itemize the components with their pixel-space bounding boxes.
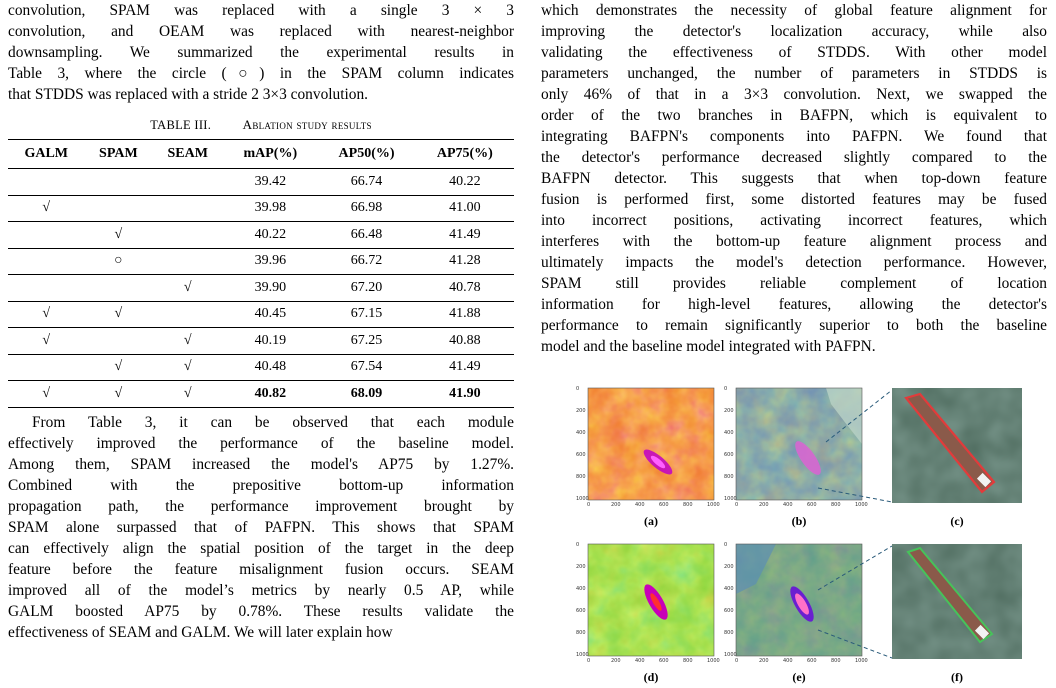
text-line: validating the effectiveness of STDDS. With other model: [541, 44, 1047, 61]
table-row: [8, 195, 514, 222]
y-tick-label: 600: [576, 452, 586, 458]
x-tick-label: 400: [783, 502, 793, 508]
x-tick-label: 1000: [855, 502, 868, 508]
right-paragraph: [541, 0, 1047, 357]
text-line: GALM boosted AP75 by 0.78%. These results validate the: [8, 602, 514, 620]
y-tick-label: 1000: [576, 652, 589, 658]
text-line: performance to remain significantly superior to both the baseline: [541, 317, 1047, 334]
panel-label: (f): [951, 670, 963, 684]
x-tick-label: 600: [659, 658, 669, 664]
figure-graphic: [586, 384, 1026, 688]
y-tick-label: 600: [576, 608, 586, 614]
panel-label: (c): [950, 514, 964, 528]
table-cell: 66.74: [317, 169, 415, 196]
panel-c: [892, 388, 1022, 503]
table-cell: √: [8, 381, 84, 408]
panel-a: [588, 388, 714, 500]
x-tick-label: 600: [807, 502, 817, 508]
table-cell: 66.48: [317, 222, 415, 249]
text-line: propagation path, the performance improvement brought by: [8, 497, 514, 515]
x-tick-label: 0: [735, 502, 739, 508]
table-cell: 66.98: [317, 195, 415, 222]
y-tick-label: 400: [576, 586, 586, 592]
table-cell: 39.90: [223, 275, 317, 302]
table-cell: 67.20: [317, 275, 415, 302]
text-line: only 46% of that in a 3×3 convolution. Next, we swapped the: [541, 86, 1047, 103]
y-tick-label: 0: [724, 386, 728, 392]
table-cell: 39.96: [223, 248, 317, 275]
text-line: ultimately impacts the model's detection performance. However,: [541, 254, 1047, 271]
text-line: parameters unchanged, the number of parameters in STDDS is: [541, 65, 1047, 82]
text-line: convolution, SPAM was replaced with a single 3 × 3: [8, 2, 514, 19]
table-header-row: [8, 140, 514, 169]
table-row: [8, 275, 514, 302]
table-cell: 39.98: [223, 195, 317, 222]
text-line: interferes with the bottom-up feature alignment process and: [541, 233, 1047, 250]
table-cell: 41.28: [416, 248, 514, 275]
y-tick-label: 200: [576, 564, 586, 570]
text-line: Among them, SPAM increased the model's AP75 by 1.27%.: [8, 455, 514, 473]
panel-f: [892, 544, 1022, 659]
table-cell: 67.54: [317, 354, 415, 381]
text-line: Table 3, where the circle (○) in the SPAM column indicates: [8, 65, 514, 82]
table-cell: √: [84, 222, 152, 249]
text-line: effectiveness of SEAM and GALM. We will later explain how: [8, 623, 393, 641]
table-cell: 41.00: [416, 195, 514, 222]
text-line: effectively improved the performance of the baseline model.: [8, 434, 514, 452]
text-line: information for high-level features, allowing the detector's: [541, 296, 1047, 313]
table-header-cell: SEAM: [152, 140, 223, 169]
table-cell: 40.45: [223, 301, 317, 328]
y-tick-label: 200: [576, 408, 586, 414]
table-row: [8, 381, 514, 408]
y-tick-label: 0: [576, 542, 580, 548]
x-tick-label: 600: [807, 658, 817, 664]
y-tick-label: 400: [576, 430, 586, 436]
left-column: [8, 0, 514, 643]
x-tick-label: 200: [759, 658, 769, 664]
table-cell: 40.19: [223, 328, 317, 355]
x-tick-label: 0: [587, 502, 591, 508]
right-column: [541, 0, 1047, 357]
table-header-cell: mAP(%): [223, 140, 317, 169]
table-header-cell: AP50(%): [317, 140, 415, 169]
table-cell: 40.78: [416, 275, 514, 302]
table-cell: [84, 328, 152, 355]
table-cell: √: [152, 328, 223, 355]
table-cell: [152, 222, 223, 249]
discussion-paragraph: [8, 412, 514, 643]
x-tick-label: 600: [659, 502, 669, 508]
text-line: into incorrect positions, activating incorrect features, which: [541, 212, 1047, 229]
table-cell: √: [152, 381, 223, 408]
table-cell: [84, 195, 152, 222]
table-cell: √: [84, 381, 152, 408]
table-title: Ablation study results: [242, 117, 372, 132]
table-cell: [8, 248, 84, 275]
table-cell: [152, 195, 223, 222]
table-header-cell: GALM: [8, 140, 84, 169]
y-tick-label: 0: [576, 386, 580, 392]
panel-d: [588, 544, 714, 656]
table-cell: 40.82: [223, 381, 317, 408]
y-tick-label: 800: [576, 474, 586, 480]
y-tick-label: 200: [724, 408, 734, 414]
text-line: fusion is performed first, some distorted features may be fused: [541, 191, 1047, 208]
table-cell: 41.90: [416, 381, 514, 408]
text-line: improved all of the model’s metrics by nearly 0.5 AP, while: [8, 581, 514, 599]
table-cell: √: [8, 195, 84, 222]
figure: [576, 384, 1026, 688]
table-cell: ○: [84, 248, 152, 275]
table-row: [8, 301, 514, 328]
table-cell: √: [84, 354, 152, 381]
text-line: model and the baseline model integrated with PAFPN.: [541, 338, 876, 355]
table-cell: [152, 169, 223, 196]
y-tick-label: 800: [576, 630, 586, 636]
text-line: order of the two branches in BAFPN, which is equivalent to: [541, 107, 1047, 124]
y-tick-label: 600: [724, 452, 734, 458]
y-tick-label: 400: [724, 586, 734, 592]
y-tick-label: 400: [724, 430, 734, 436]
y-tick-label: 800: [724, 630, 734, 636]
text-line: which demonstrates the necessity of global feature alignment for: [541, 2, 1047, 19]
text-line: that STDDS was replaced with a stride 2 3×3 convolution.: [8, 86, 369, 103]
panel-label: (b): [791, 514, 807, 528]
text-line: improving the detector's localization accuracy, while also: [541, 23, 1047, 40]
table-cell: 66.72: [317, 248, 415, 275]
table-cell: 41.49: [416, 354, 514, 381]
text-line: downsampling. We summarized the experimental results in: [8, 44, 514, 61]
x-tick-label: 1000: [707, 658, 720, 664]
text-line: feature before the feature misalignment fusion occurs. SEAM: [8, 560, 514, 578]
text-line: From Table 3, it can be observed that each module: [32, 413, 514, 431]
table-cell: 40.48: [223, 354, 317, 381]
y-tick-label: 600: [724, 608, 734, 614]
table-cell: 67.15: [317, 301, 415, 328]
table-cell: 41.49: [416, 222, 514, 249]
panel-e: [736, 544, 862, 656]
table-header-cell: AP75(%): [416, 140, 514, 169]
table-cell: √: [152, 275, 223, 302]
x-tick-label: 400: [635, 502, 645, 508]
x-tick-label: 200: [611, 658, 621, 664]
text-line: SPAM still provides reliable complement of location: [541, 275, 1047, 292]
table-cell: 39.42: [223, 169, 317, 196]
x-tick-label: 200: [759, 502, 769, 508]
y-tick-label: 0: [724, 542, 728, 548]
x-tick-label: 1000: [707, 502, 720, 508]
table-cell: 40.88: [416, 328, 514, 355]
x-tick-label: 0: [587, 658, 591, 664]
x-tick-label: 0: [735, 658, 739, 664]
text-line: integrating BAFPN's components into PAFPN. We found that: [541, 128, 1047, 145]
table-row: [8, 328, 514, 355]
panel-label: (d): [643, 670, 659, 684]
table-cell: 41.88: [416, 301, 514, 328]
text-line: the detector's performance decreased slightly compared to the: [541, 149, 1047, 166]
y-tick-label: 1000: [724, 652, 737, 658]
panel-label: (e): [792, 670, 806, 684]
table-row: [8, 222, 514, 249]
table-cell: √: [84, 301, 152, 328]
table-cell: 40.22: [223, 222, 317, 249]
x-tick-label: 800: [831, 658, 841, 664]
x-tick-label: 800: [683, 502, 693, 508]
table-cell: [84, 169, 152, 196]
table-cell: √: [8, 328, 84, 355]
x-tick-label: 1000: [855, 658, 868, 664]
text-line: can effectively align the spatial position of the target in the deep: [8, 539, 514, 557]
table-number: TABLE III.: [150, 118, 212, 132]
panel-label: (a): [644, 514, 658, 528]
table-caption: [8, 117, 514, 133]
text-line: convolution, and OEAM was replaced with nearest-neighbor: [8, 23, 514, 40]
table-header-cell: SPAM: [84, 140, 152, 169]
x-tick-label: 800: [683, 658, 693, 664]
intro-paragraph: [8, 0, 514, 105]
y-tick-label: 1000: [724, 496, 737, 502]
text-line: SPAM alone surpassed that of PAFPN. This shows that SPAM: [8, 518, 514, 536]
table-cell: [8, 275, 84, 302]
table-cell: [84, 275, 152, 302]
x-tick-label: 200: [611, 502, 621, 508]
table-cell: √: [8, 301, 84, 328]
table-row: [8, 248, 514, 275]
table-row: [8, 354, 514, 381]
table-cell: [8, 354, 84, 381]
y-tick-label: 800: [724, 474, 734, 480]
text-line: BAFPN detector. This suggests that when top-down feature: [541, 170, 1047, 187]
table-cell: [152, 248, 223, 275]
y-tick-label: 1000: [576, 496, 589, 502]
text-line: Combined with the prepositive bottom-up information: [8, 476, 514, 494]
panel-b: [736, 388, 862, 500]
table-cell: √: [152, 354, 223, 381]
x-tick-label: 400: [635, 658, 645, 664]
table-cell: [8, 222, 84, 249]
x-tick-label: 800: [831, 502, 841, 508]
ablation-table: [8, 139, 514, 408]
table-row: [8, 169, 514, 196]
table-cell: 40.22: [416, 169, 514, 196]
table-cell: [152, 301, 223, 328]
table-cell: [8, 169, 84, 196]
table-cell: 67.25: [317, 328, 415, 355]
y-tick-label: 200: [724, 564, 734, 570]
x-tick-label: 400: [783, 658, 793, 664]
table-cell: 68.09: [317, 381, 415, 408]
